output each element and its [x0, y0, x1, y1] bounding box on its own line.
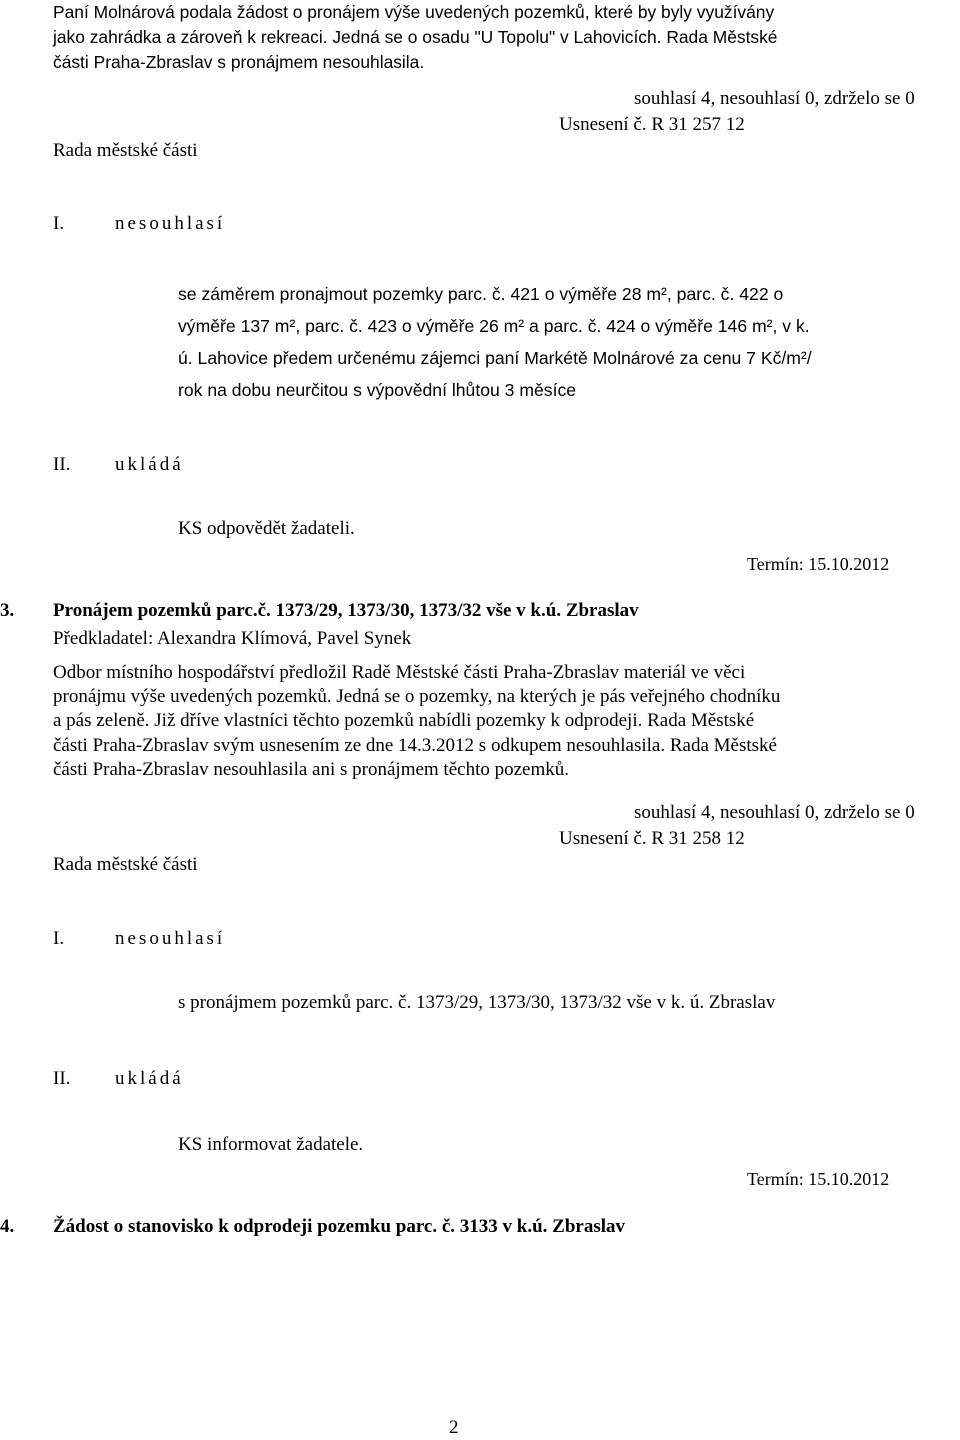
resolution-number: Usnesení č. R 31 257 12: [559, 114, 745, 135]
item-number: 3.: [0, 600, 15, 621]
item-title: Žádost o stanovisko k odprodeji pozemku parc. č. 3133 v k.ú. Zbraslav: [53, 1216, 626, 1237]
deadline: Termín: 15.10.2012: [747, 554, 890, 574]
body-line: a pás zeleně. Již dříve vlastníci těchto pozemků nabídli pozemky k odprodeji. Rada Městské: [53, 710, 755, 732]
point-text-line: rok na dobu neurčitou s výpovědní lhůtou 3 měsíce: [178, 380, 577, 400]
body-line: pronájmu výše uvedených pozemků. Jedná se o pozemky, na kterých je pás veřejného chodníku: [53, 686, 781, 708]
item-title: Pronájem pozemků parc.č. 1373/29, 1373/30, 1373/32 vše v k.ú. Zbraslav: [53, 600, 639, 621]
intro-line: Paní Molnárová podala žádost o pronájem výše uvedených pozemků, které by byly využívány: [53, 2, 775, 22]
resolution-number: Usnesení č. R 31 258 12: [559, 828, 745, 849]
point-text: s pronájmem pozemků parc. č. 1373/29, 1373/30, 1373/32 vše v k. ú. Zbraslav: [178, 992, 776, 1013]
deadline: Termín: 15.10.2012: [747, 1169, 890, 1189]
point-text-line: výměře 137 m², parc. č. 423 o výměře 26 m² a parc. č. 424 o výměře 146 m², v k.: [178, 316, 810, 336]
body-line: části Praha-Zbraslav svým usnesením ze dne 14.3.2012 s odkupem nesouhlasila. Rada Městské: [53, 734, 777, 756]
council-label: Rada městské části: [53, 854, 198, 875]
point-text: KS odpovědět žadateli.: [178, 518, 355, 539]
intro-paragraph: [53, 0, 777, 75]
point-text-line: ú. Lahovice předem určenému zájemci paní Markétě Molnárové za cenu 7 Kč/m²/: [178, 348, 812, 368]
point-number: II.: [53, 1068, 71, 1089]
intro-line: jako zahrádka a zároveň k rekreaci. Jedná se o osadu "U Topolu" v Lahovicích. Rada Městské: [53, 27, 778, 47]
item-number: 4.: [0, 1216, 15, 1237]
point-number: I.: [53, 928, 65, 949]
point-number: II.: [53, 454, 71, 475]
body-line: části Praha-Zbraslav nesouhlasila ani s pronájmem těchto pozemků.: [53, 758, 570, 780]
point-verb: ukládá: [115, 454, 184, 475]
point-text: [178, 278, 812, 406]
item-body: [53, 661, 913, 782]
vote-result: souhlasí 4, nesouhlasí 0, zdrželo se 0: [634, 802, 915, 823]
vote-result: souhlasí 4, nesouhlasí 0, zdrželo se 0: [634, 88, 915, 109]
body-line: Odbor místního hospodářství předložil Radě Městské části Praha-Zbraslav materiál ve věci: [53, 662, 746, 683]
point-verb: nesouhlasí: [115, 928, 226, 949]
point-text-line: se záměrem pronajmout pozemky parc. č. 421 o výměře 28 m², parc. č. 422 o: [178, 284, 784, 304]
page-number: 2: [449, 1417, 459, 1438]
council-label: Rada městské části: [53, 140, 198, 161]
submitter: Předkladatel: Alexandra Klímová, Pavel Synek: [53, 628, 412, 649]
point-number: I.: [53, 213, 65, 234]
point-verb: ukládá: [115, 1068, 184, 1089]
intro-line: části Praha-Zbraslav s pronájmem nesouhlasila.: [53, 52, 425, 72]
point-text: KS informovat žadatele.: [178, 1134, 364, 1155]
point-verb: nesouhlasí: [115, 213, 226, 234]
